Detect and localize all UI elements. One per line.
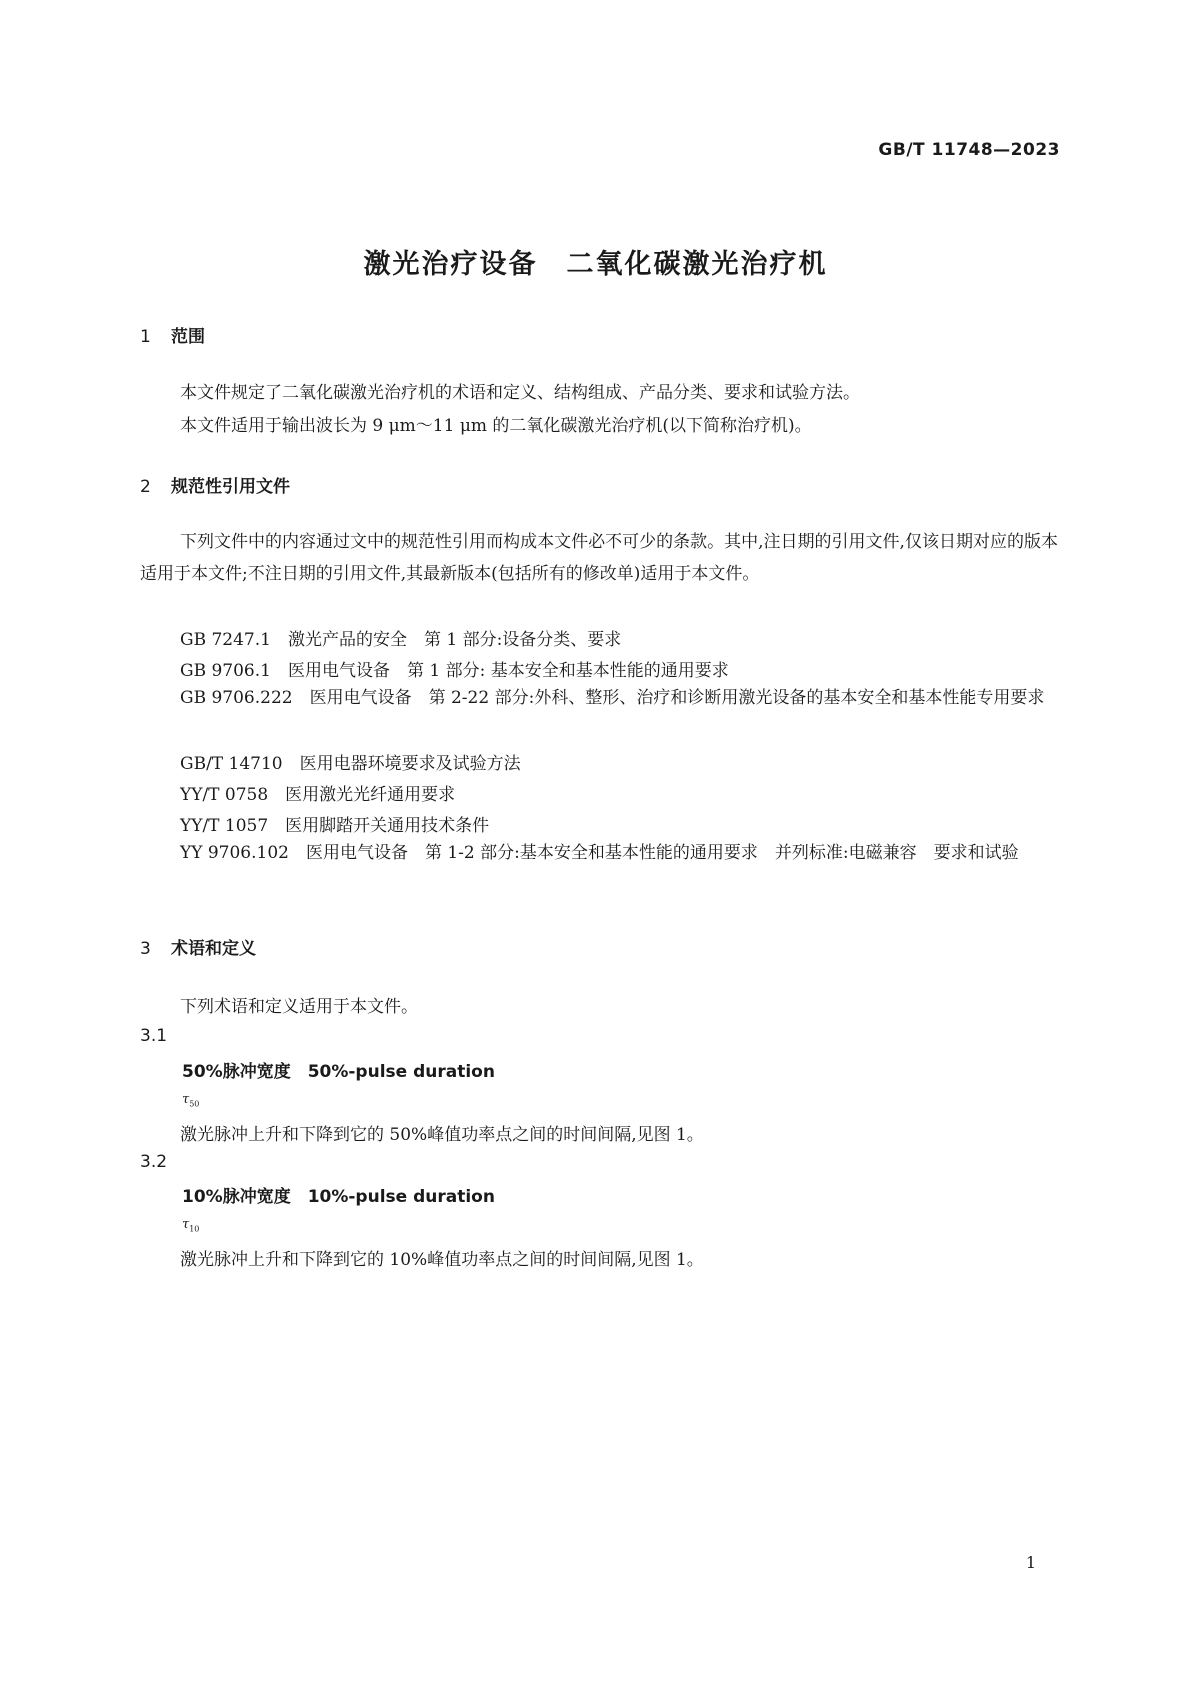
scope-paragraph: 本文件规定了二氧化碳激光治疗机的术语和定义、结构组成、产品分类、要求和试验方法。 (180, 383, 860, 403)
terms-intro: 下列术语和定义适用于本文件。 (180, 997, 418, 1017)
section-number: 3 (140, 939, 151, 959)
term-definition: 激光脉冲上升和下降到它的 10%峰值功率点之间的时间间隔,见图 1。 (180, 1250, 704, 1270)
term-number: 3.1 (140, 1026, 168, 1046)
standard-code: GB/T 11748—2023 (878, 140, 1060, 160)
symbol-subscript: 50 (189, 1099, 200, 1109)
reference-item: GB 9706.222 医用电气设备 第 2-22 部分:外科、整形、治疗和诊断用激光设备的基本安全和基本性能专用要求 (180, 688, 1045, 708)
term-number: 3.2 (140, 1152, 168, 1172)
symbol-letter: τ (182, 1217, 190, 1232)
references-intro: 下列文件中的内容通过文中的规范性引用而构成本文件必不可少的条款。其中,注日期的引用文件,仅该日期对应的版本适用于本文件;不注日期的引用文件,其最新版本(包括所有的修改单)适用于本文件。 (140, 532, 1058, 584)
term-title: 10%脉冲宽度 10%-pulse duration (182, 1187, 495, 1207)
reference-item: GB 7247.1 激光产品的安全 第 1 部分:设备分类、要求 (180, 630, 622, 650)
section-number: 2 (140, 477, 151, 497)
symbol-letter: τ (182, 1092, 190, 1107)
section-title: 范围 (171, 327, 205, 347)
symbol-subscript: 10 (189, 1224, 200, 1234)
reference-item: YY/T 1057 医用脚踏开关通用技术条件 (180, 816, 490, 836)
section-2-heading (140, 472, 290, 497)
term-symbol (182, 1217, 199, 1234)
reference-item: YY 9706.102 医用电气设备 第 1-2 部分:基本安全和基本性能的通用要求 并列标准:电磁兼容 要求和试验 (180, 843, 1019, 863)
reference-item: GB 9706.1 医用电气设备 第 1 部分: 基本安全和基本性能的通用要求 (180, 661, 729, 681)
reference-item: YY/T 0758 医用激光光纤通用要求 (180, 785, 456, 805)
scope-paragraph: 本文件适用于输出波长为 9 μm～11 μm 的二氧化碳激光治疗机(以下简称治疗机)。 (180, 416, 812, 436)
term-symbol (182, 1092, 199, 1109)
term-definition: 激光脉冲上升和下降到它的 50%峰值功率点之间的时间间隔,见图 1。 (180, 1125, 704, 1145)
term-title: 50%脉冲宽度 50%-pulse duration (182, 1062, 495, 1082)
section-title: 术语和定义 (171, 939, 256, 959)
section-title: 规范性引用文件 (171, 477, 290, 497)
reference-item: GB/T 14710 医用电器环境要求及试验方法 (180, 754, 521, 774)
document-title: 激光治疗设备 二氧化碳激光治疗机 (363, 249, 828, 280)
section-1-heading (140, 322, 205, 347)
section-number: 1 (140, 327, 151, 347)
section-3-heading (140, 934, 256, 959)
page-number: 1 (1025, 1553, 1036, 1572)
